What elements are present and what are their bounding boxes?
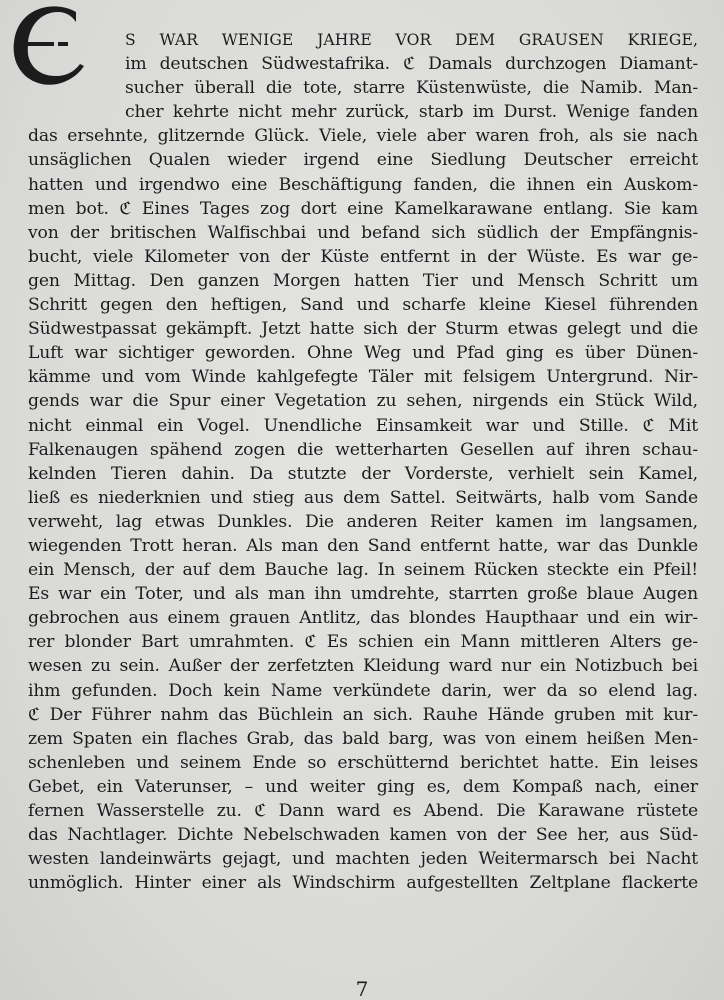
text-line: ein Mensch, der auf dem Bauche lag. In seinem Rücken steckte ein Pfeil! bbox=[28, 560, 698, 581]
text-line: unsäglichen Qualen wieder irgend eine Siedlung Deutscher erreicht bbox=[28, 150, 698, 171]
text-line: schenleben und seinem Ende so erschütternd berichtet hatte. Ein leises bbox=[28, 752, 698, 773]
text-line: bucht, viele Kilometer von der Küste entfernt in der Wüste. Es war ge- bbox=[28, 246, 698, 267]
text-line: ℭ Der Führer nahm das Büchlein an sich. Rauhe Hände gruben mit kur- bbox=[28, 704, 698, 725]
text-line: sucher überall die tote, starre Küstenwüste, die Namib. Man- bbox=[125, 78, 698, 99]
text-line: das ersehnte, glitzernde Glück. Viele, viele aber waren froh, als sie nach bbox=[28, 126, 698, 147]
text-line: verweht, lag etwas Dunkles. Die anderen Reiter kamen im langsamen, bbox=[28, 511, 698, 532]
text-line: gebrochen aus einem grauen Antlitz, das blondes Haupthaar und ein wir- bbox=[28, 608, 698, 629]
text-line: kämme und vom Winde kahlgefegte Täler mit felsigem Untergrund. Nir- bbox=[28, 367, 698, 388]
text-line: S WAR WENIGE JAHRE VOR DEM GRAUSEN KRIEGE, bbox=[125, 31, 698, 49]
text-line: Falkenaugen spähend zogen die wetterharten Gesellen auf ihren schau- bbox=[28, 439, 698, 460]
text-line: wesen zu sein. Außer der zerfetzten Kleidung ward nur ein Notizbuch bei bbox=[28, 656, 698, 677]
text-line: wiegenden Trott heran. Als man den Sand entfernt hatte, war das Dunkle bbox=[28, 535, 698, 556]
text-line: hatten und irgendwo eine Beschäftigung fanden, die ihnen ein Auskom- bbox=[28, 174, 698, 195]
page-number: 7 bbox=[355, 977, 369, 1000]
text-line: cher kehrte nicht mehr zurück, starb im Durst. Wenige fanden bbox=[125, 102, 698, 123]
text-line: ihm gefunden. Doch kein Name verkündete darin, wer da so elend lag. bbox=[28, 680, 698, 701]
text-line: Es war ein Toter, und als man ihn umdrehte, starrten große blaue Augen bbox=[28, 584, 698, 605]
text-line: unmöglich. Hinter einer als Windschirm aufgestellten Zeltplane flackerte bbox=[28, 873, 698, 894]
text-line: gends war die Spur einer Vegetation zu sehen, nirgends ein Stück Wild, bbox=[28, 391, 698, 412]
text-line: Luft war sichtiger geworden. Ohne Weg und Pfad ging es über Dünen- bbox=[28, 343, 698, 364]
text-line: kelnden Tieren dahin. Da stutzte der Vorderste, verhielt sein Kamel, bbox=[28, 463, 698, 484]
text-line: men bot. ℭ Eines Tages zog dort eine Kamelkarawane entlang. Sie kam bbox=[28, 198, 698, 219]
text-line: von der britischen Walfischbai und befand sich südlich der Empfängnis- bbox=[28, 222, 698, 243]
body-text bbox=[28, 28, 698, 895]
text-line: Gebet, ein Vaterunser, – und weiter ging es, dem Kompaß nach, einer bbox=[28, 776, 698, 797]
text-line: im deutschen Südwestafrika. ℭ Damals durchzogen Diamant- bbox=[125, 54, 698, 75]
text-line: Südwestpassat gekämpft. Jetzt hatte sich der Sturm etwas gelegt und die bbox=[28, 319, 698, 340]
text-line: Schritt gegen den heftigen, Sand und scharfe kleine Kiesel führenden bbox=[28, 295, 698, 316]
text-line: zem Spaten ein flaches Grab, das bald barg, was von einem heißen Men- bbox=[28, 728, 698, 749]
text-line: rer blonder Bart umrahmten. ℭ Es schien ein Mann mittleren Alters ge- bbox=[28, 632, 698, 653]
text-line: gen Mittag. Den ganzen Morgen hatten Tier und Mensch Schritt um bbox=[28, 270, 698, 291]
text-line: ließ es niederknien und stieg aus dem Sattel. Seitwärts, halb vom Sande bbox=[28, 487, 698, 508]
text-line: westen landeinwärts gejagt, und machten jeden Weitermarsch bei Nacht bbox=[28, 849, 698, 870]
text-line: fernen Wasserstelle zu. ℭ Dann ward es Abend. Die Karawane rüstete bbox=[28, 801, 698, 821]
text-line: das Nachtlager. Dichte Nebelschwaden kamen von der See her, aus Süd- bbox=[28, 825, 698, 846]
text-line: nicht einmal ein Vogel. Unendliche Einsamkeit war und Stille. ℭ Mit bbox=[28, 415, 698, 436]
